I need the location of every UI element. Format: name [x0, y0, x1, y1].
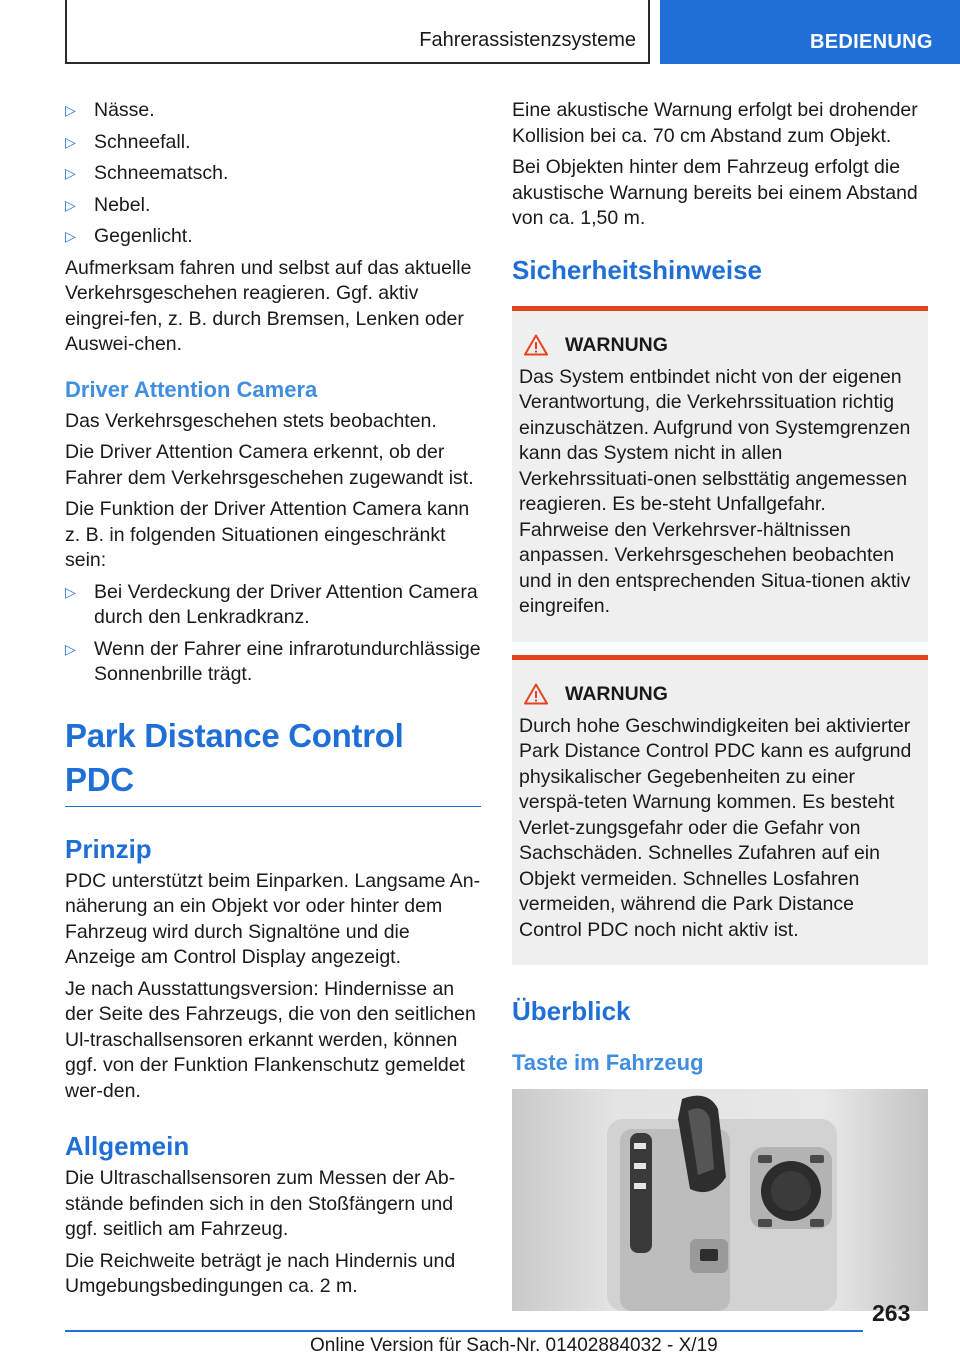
- paragraph: Die Ultraschallsensoren zum Messen der Ab-stände befinden sich in den Stoßfängern und ggf. seitlich am Fahrzeug.: [65, 1167, 456, 1240]
- heading-prinzip: Prinzip: [65, 833, 152, 864]
- warning-box: [512, 306, 928, 642]
- paragraph: Die Funktion der Driver Attention Camera kann z. B. in folgenden Situationen eingeschränkt sein:: [65, 498, 470, 571]
- list-item: ▷ Nebel.: [65, 193, 481, 219]
- warning-box: [512, 655, 928, 966]
- paragraph: Aufmerksam fahren und selbst auf das aktuelle Verkehrsgeschehen reagieren. Ggf. aktiv eingrei-fen, z. B. durch Bremsen, Lenken oder Auswei-chen.: [65, 256, 472, 355]
- paragraph: Die Driver Attention Camera erkennt, ob der Fahrer dem Verkehrsgeschehen zugewandt ist.: [65, 441, 474, 489]
- list-item: ▷ Gegenlicht.: [65, 224, 481, 250]
- limitations-list: [65, 580, 481, 688]
- warning-text: Durch hohe Geschwindigkeiten bei aktivierter Park Distance Control PDC kann es aufgrund physikalischer Gegebenheiten zu einer verspä-teten Warnung kommen. Es besteht Verlet-zungsgefahr oder die Gefahr von Sachschäden. Schnelles Zufahren auf ein Objekt vermeiden. Schnelles Losfahren vermeiden, während die Park Distance Control PDC noch nicht aktiv ist.: [519, 714, 912, 941]
- triangle-bullet-icon: ▷: [65, 133, 76, 150]
- heading-driver-attention-camera: Driver Attention Camera: [65, 376, 318, 402]
- chapter-title: BEDIENUNG: [810, 31, 933, 53]
- warning-title: [519, 682, 921, 706]
- conditions-list: [65, 98, 481, 250]
- list-item: ▷ Nässe.: [65, 98, 481, 124]
- running-header-section: [65, 0, 650, 64]
- paragraph: Eine akustische Warnung erfolgt bei drohender Kollision bei ca. 70 cm Abstand zum Objekt.: [512, 99, 918, 147]
- page-number: 263: [872, 1300, 911, 1326]
- center-console-photo: [512, 1089, 928, 1311]
- triangle-bullet-icon: ▷: [65, 583, 76, 600]
- footer-divider: [65, 1330, 863, 1332]
- triangle-bullet-icon: ▷: [65, 165, 76, 181]
- list-item: ▷ Wenn der Fahrer eine infrarotundurchlässige Sonnenbrille trägt.: [65, 637, 481, 685]
- paragraph: Die Reichweite beträgt je nach Hindernis und Umgebungsbedingungen ca. 2 m.: [65, 1249, 456, 1297]
- triangle-bullet-icon: ▷: [65, 228, 76, 244]
- paragraph: Das Verkehrsgeschehen stets beobachten.: [65, 409, 437, 432]
- triangle-bullet-icon: ▷: [65, 102, 76, 118]
- center-console-image: [512, 1089, 928, 1311]
- heading-park-distance-control: Park Distance Control PDC: [65, 714, 481, 807]
- list-item: ▷ Schneematsch.: [65, 161, 481, 187]
- heading-taste-im-fahrzeug: Taste im Fahrzeug: [512, 1050, 704, 1075]
- warning-label: WARNUNG: [565, 333, 668, 356]
- paragraph: Bei Objekten hinter dem Fahrzeug erfolgt die akustische Warnung bereits bei einem Abstand von ca. 1,50 m.: [512, 156, 918, 229]
- warning-triangle-icon: [524, 683, 548, 705]
- list-item: ▷ Bei Verdeckung der Driver Attention Camera durch den Lenkradkranz.: [65, 580, 478, 628]
- heading-ueberblick: Überblick: [512, 996, 631, 1026]
- left-column: [65, 98, 481, 1306]
- warning-title: [519, 333, 921, 357]
- warning-text: Das System entbindet nicht von der eigenen Verantwortung, die Verkehrssituation richtig einzuschätzen. Aufgrund von Systemgrenzen kann das System nicht in allen Verkehrssituati-onen selbsttätig angemessen reagieren. Es be-steht Unfallgefahr. Fahrweise den Verkehrsver-hältnissen anpassen. Verkehrsgeschehen beobachten und in den entsprechenden Situa-tionen aktiv eingreifen.: [519, 365, 911, 617]
- section-title: Fahrerassistenzsysteme: [419, 29, 636, 51]
- warning-triangle-icon: [524, 334, 548, 356]
- triangle-bullet-icon: ▷: [65, 196, 76, 213]
- warning-label: WARNUNG: [565, 682, 668, 705]
- list-item: ▷ Schneefall.: [65, 130, 481, 156]
- heading-sicherheitshinweise: Sicherheitshinweise: [512, 254, 762, 285]
- running-header-chapter: [660, 0, 960, 64]
- triangle-bullet-icon: ▷: [65, 640, 76, 657]
- online-version-note: Online Version für Sach-Nr. 01402884032 - X/19: [310, 1335, 718, 1356]
- right-column: [512, 98, 928, 1311]
- paragraph: Je nach Ausstattungsversion: Hindernisse an der Seite des Fahrzeugs, die von den seitlichen Ul-traschallsensoren erkannt werden, können ggf. von der Funktion Flankenschutz gemeldet wer-den.: [65, 977, 476, 1102]
- paragraph: PDC unterstützt beim Einparken. Langsame An-näherung an ein Objekt vor oder hinter dem Fahrzeug wird durch Signaltöne und die Anzeige am Control Display angezeigt.: [65, 869, 481, 968]
- heading-allgemein: Allgemein: [65, 1131, 190, 1161]
